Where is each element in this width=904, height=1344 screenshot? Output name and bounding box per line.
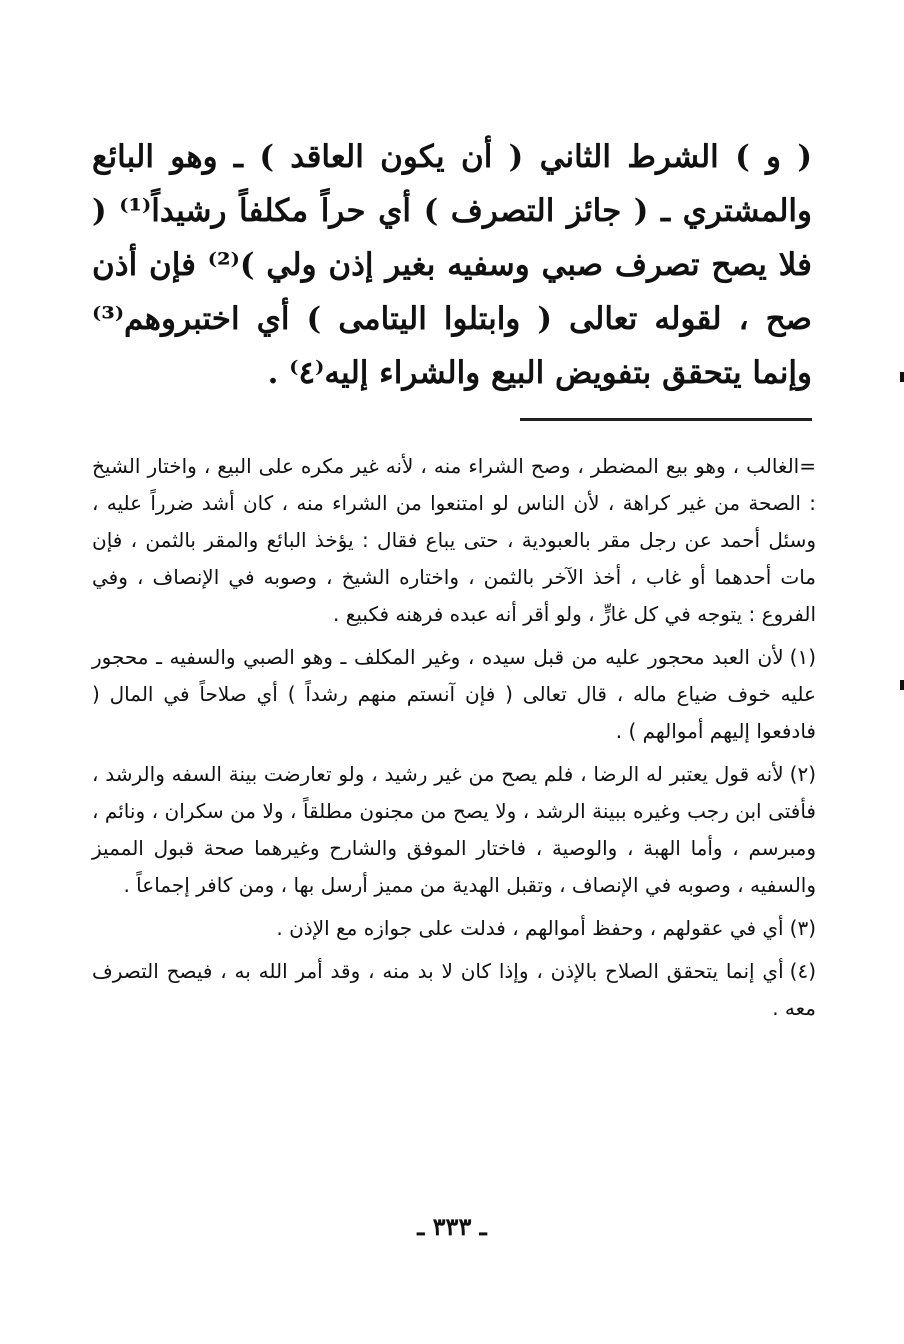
footnote-text: أي في عقولهم ، وحفظ أموالهم ، فدلت على جوازه مع الإذن . xyxy=(276,916,784,940)
footnote-2 xyxy=(92,756,816,904)
footnote-number: (١) xyxy=(789,645,816,669)
footnote-continuation xyxy=(92,448,816,633)
footnote-text: لأن العبد محجور عليه من قبل سيده ، وغير المكلف ـ وهو الصبي والسفيه ـ محجور عليه خوف ضياع ماله ، قال تعالى ( فإن آنستم منهم رشداً ) أي صلاحاً في المال ( فادفعوا إليهم أموالهم ) . xyxy=(92,645,816,743)
edge-mark xyxy=(900,680,904,690)
page-number: ـ ٣٣٣ ـ xyxy=(417,1212,487,1241)
footnote-text: =الغالب ، وهو بيع المضطر ، وصح الشراء منه ، لأنه غير مكره على البيع ، واختار الشيخ : الصحة من غير كراهة ، لأن الناس لو امتنعوا من الشراء منه ، كان أشد ضرراً عليه ، وسئل أحمد عن رجل مقر بالعبودية ، حتى يباع فقال : يؤخذ البائع والمقر بالثمن ، فإن مات أحدهما أو غاب ، أخذ الآخر بالثمن ، واختاره الشيخ ، وصوبه في الإنصاف ، وفي الفروع : يتوجه في كل غارٍّ ، ولو أقر أنه عبده فرهنه فكبيع . xyxy=(92,454,816,626)
main-paragraph: ( و ) الشرط الثاني ( أن يكون العاقد ) ـ وهو البائع والمشتري ـ ( جائز التصرف ) أي حراً مكلفاً رشيداً⁽¹⁾ ( فلا يصح تصرف صبي وسفيه بغير إذن ولي )⁽²⁾ فإن أذن صح ، لقوله تعالى ( وابتلوا اليتامى ) أي اختبروهم⁽³⁾ وإنما يتحقق بتفويض البيع والشراء إليه⁽٤⁾ . xyxy=(92,139,812,391)
footnote-1 xyxy=(92,639,816,750)
footnote-3 xyxy=(92,910,816,947)
edge-mark xyxy=(900,372,904,382)
footnotes-section xyxy=(92,448,816,1033)
main-text-block xyxy=(92,130,812,400)
footnote-text: أي إنما يتحقق الصلاح بالإذن ، وإذا كان لا بد منه ، وقد أمر الله به ، فيصح التصرف معه . xyxy=(92,959,816,1020)
footnote-number: (٢) xyxy=(789,762,816,786)
footnote-text: لأنه قول يعتبر له الرضا ، فلم يصح من غير رشيد ، ولو تعارضت بينة السفه والرشد ، فأفتى ابن رجب وغيره ببينة الرشد ، ولا يصح من مجنون مطلقاً ، ولا من سكران ، ونائم ، ومبرسم ، وأما الهبة ، والوصية ، فاختار الموفق والشارح وغيرهما صحة قبول المميز والسفيه ، وصوبه في الإنصاف ، وتقبل الهدية من مميز أرسل بها ، ومن كافر إجماعاً . xyxy=(92,762,816,897)
footnote-4 xyxy=(92,953,816,1027)
footnote-number: (٣) xyxy=(789,916,816,940)
footnote-number: (٤) xyxy=(789,959,816,983)
footnote-separator xyxy=(520,418,812,421)
